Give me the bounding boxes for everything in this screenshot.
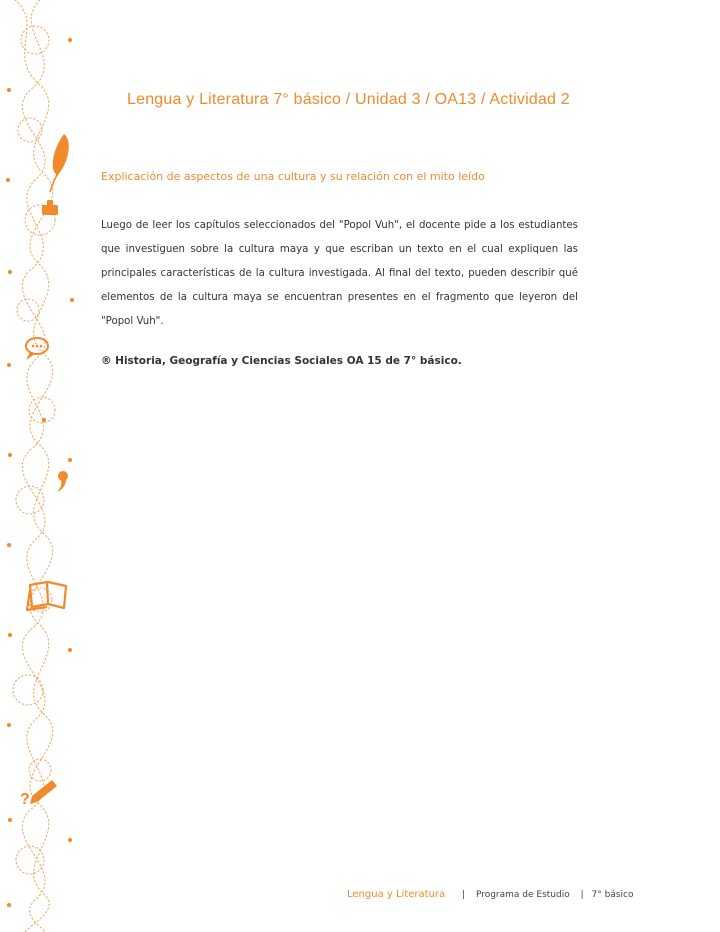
open-book-icon — [27, 582, 66, 610]
comma-icon — [57, 471, 68, 492]
footer-program: Programa de Estudio — [475, 890, 570, 900]
decorative-swirl-border — [0, 0, 82, 932]
footer-separator-2: | — [580, 890, 584, 900]
footer-subject: Lengua y Literatura — [347, 889, 446, 900]
activity-description: Luego de leer los capítulos seleccionados del "Popol Vuh", el docente pide a los estudiantes que investiguen sobre la cultura maya y que escriban un texto en el cual expliquen las principales características de la cultura investigada. Al final del texto, pueden describir qué elementos de la cultura maya se encuentran presentes en el fragmento que leyeron del "Popol Vuh". — [101, 220, 578, 327]
inkwell-icon — [42, 200, 58, 215]
feather-quill-icon — [50, 134, 69, 192]
speech-bubble-icon — [26, 338, 48, 360]
footer-grade: 7° básico — [591, 890, 634, 900]
page-header-title: Lengua y Literatura 7° básico / Unidad 3 / OA13 / Actividad 2 — [127, 91, 570, 108]
svg-text:?: ? — [20, 791, 30, 808]
page-footer — [347, 889, 634, 900]
footer-separator: | — [462, 890, 466, 900]
activity-subtitle: Explicación de aspectos de una cultura y su relación con el mito leído — [101, 170, 485, 183]
cross-curricular-note: ® Historia, Geografía y Ciencias Sociales OA 15 de 7° básico. — [101, 355, 462, 367]
